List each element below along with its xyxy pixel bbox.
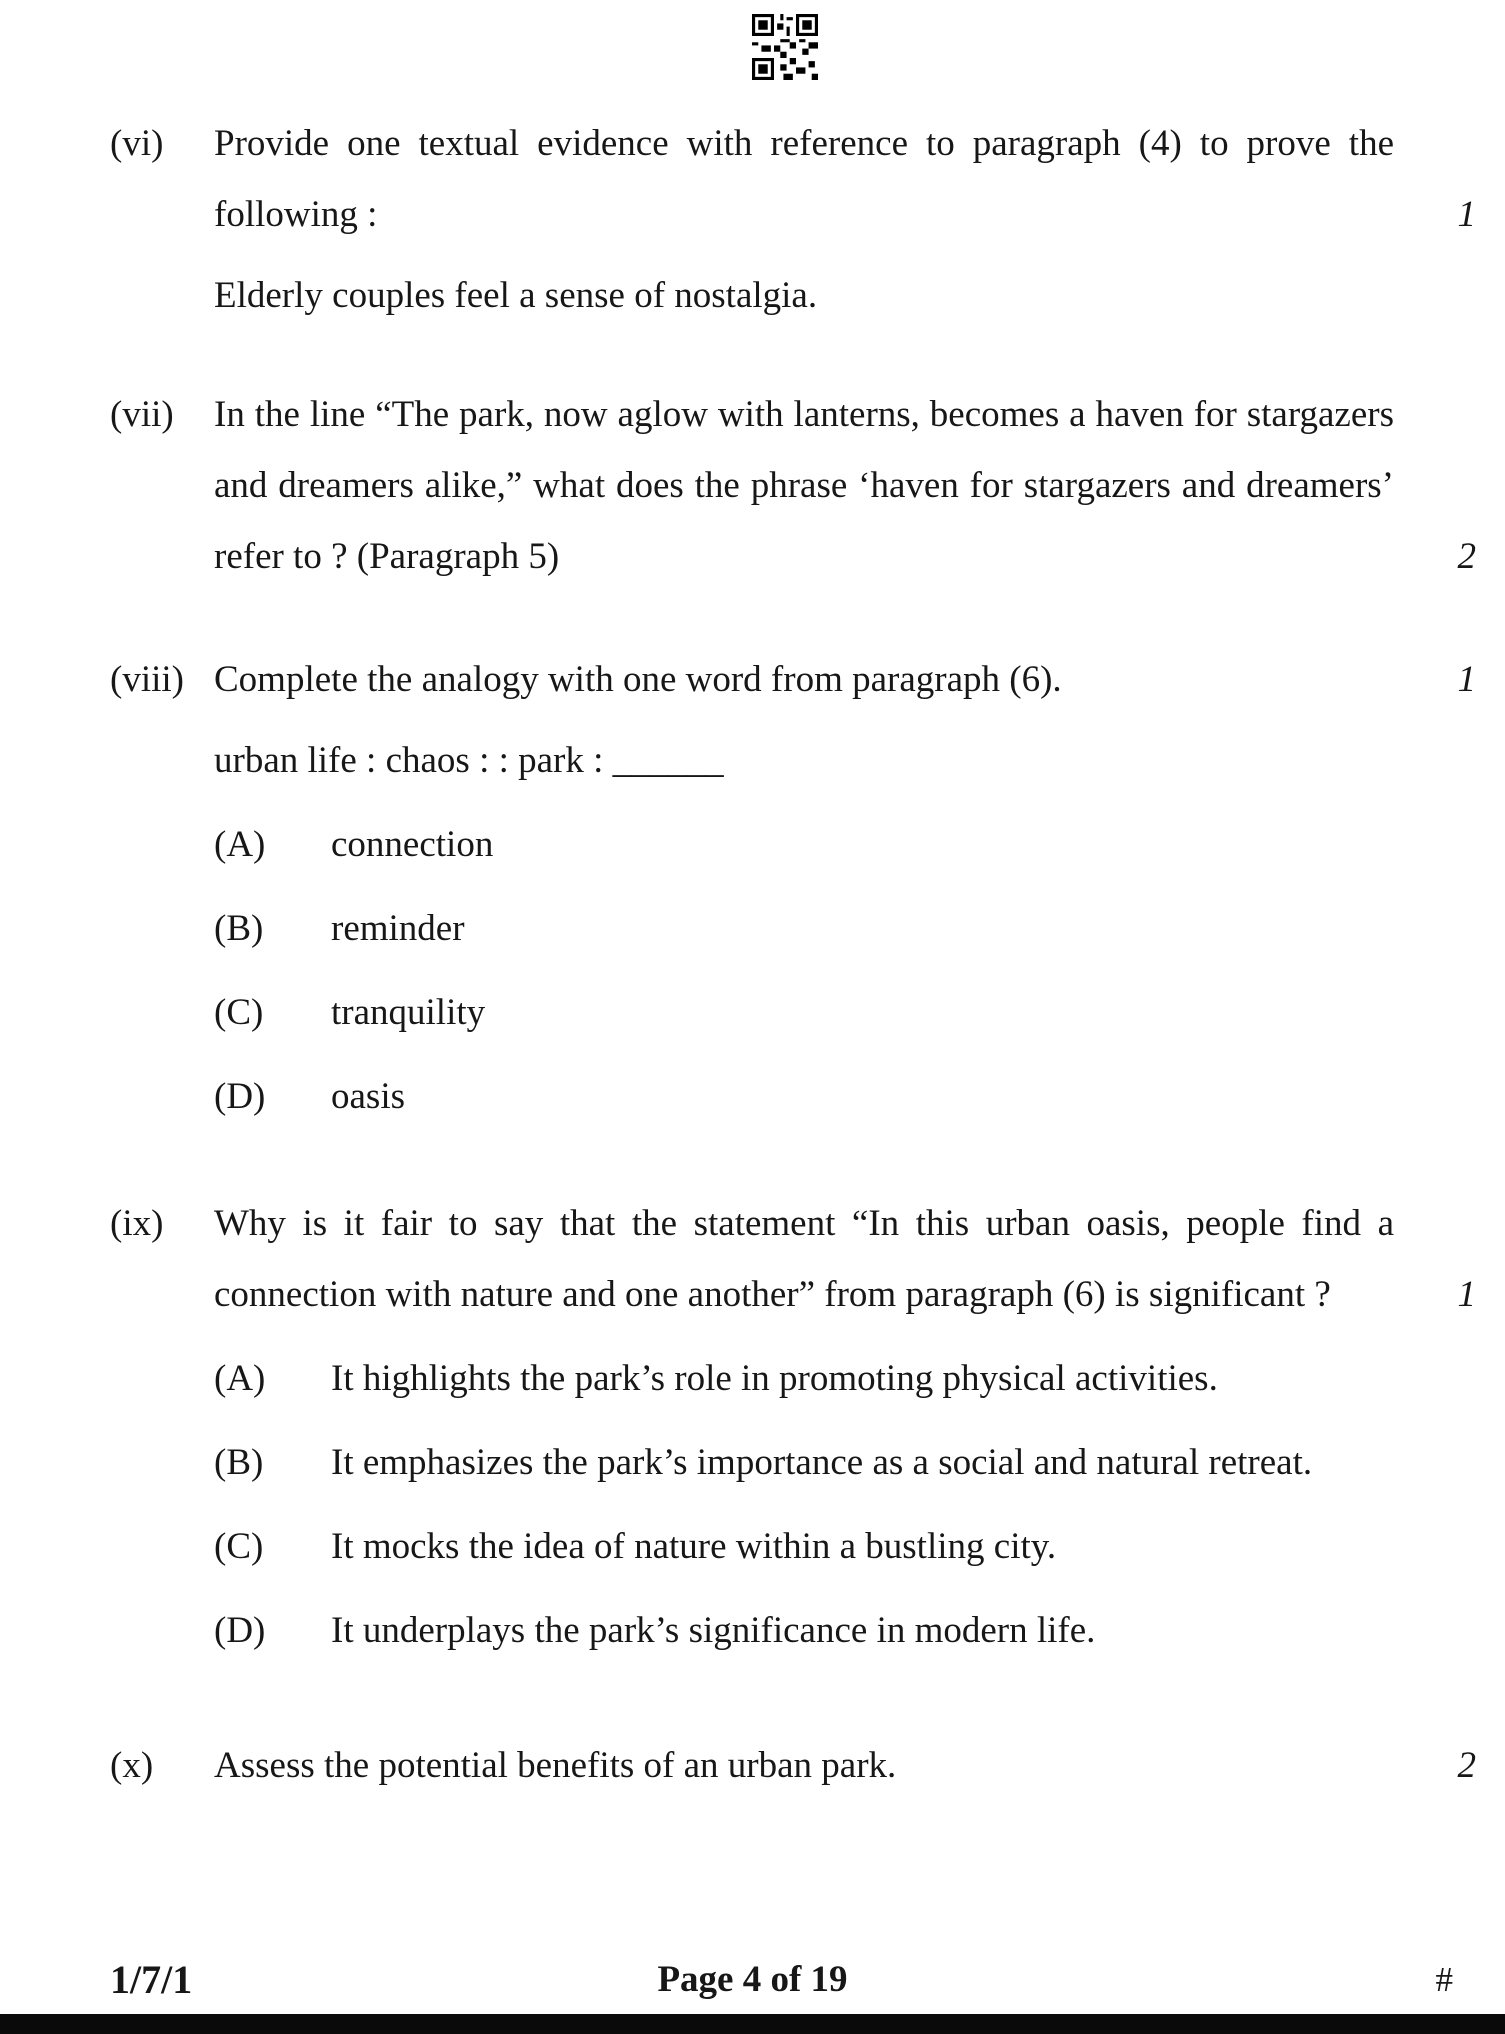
- option-row: [214, 1427, 1394, 1498]
- question-stem: [214, 1188, 1476, 1330]
- question-body: [214, 644, 1476, 1132]
- option-label: (D): [214, 1610, 266, 1651]
- question-stem: [214, 379, 1476, 592]
- option-text: reminder: [331, 908, 465, 949]
- question-number: (x): [110, 1745, 154, 1786]
- question-vii: [110, 379, 1476, 592]
- option-text: It underplays the park’s significance in modern life.: [331, 1610, 1096, 1651]
- question-stem-text: Provide one textual evidence with reference to paragraph (4) to prove the following :: [214, 123, 1394, 235]
- options-list: [214, 1343, 1394, 1666]
- option-label: (A): [214, 824, 266, 865]
- question-stem-text: In the line “The park, now aglow with lanterns, becomes a haven for stargazers and dreamers alike,” what does the phrase ‘haven for stargazers and dreamers’ refer to ? (Paragraph 5): [214, 394, 1394, 577]
- question-stem-text: Complete the analogy with one word from paragraph (6).: [214, 659, 1062, 700]
- question-stem: [214, 108, 1476, 250]
- marks-value: 2: [1457, 1745, 1476, 1786]
- question-body: [214, 1188, 1476, 1666]
- qr-code: [110, 14, 1460, 86]
- question-number: (viii): [110, 659, 184, 700]
- question-body: [214, 1730, 1476, 1801]
- qr-code-graphic: [751, 14, 819, 80]
- question-number: (vii): [110, 394, 174, 435]
- question-vi: [110, 108, 1476, 331]
- option-text: It emphasizes the park’s importance as a social and natural retreat.: [331, 1442, 1313, 1483]
- option-row: [214, 1061, 1394, 1132]
- option-label: (B): [214, 908, 264, 949]
- question-number: (ix): [110, 1203, 164, 1244]
- page-footer: [0, 1954, 1505, 2006]
- question-stem: [214, 644, 1476, 715]
- question-x: [110, 1730, 1476, 1801]
- option-text: It highlights the park’s role in promoting physical activities.: [331, 1358, 1218, 1399]
- option-text: It mocks the idea of nature within a bustling city.: [331, 1526, 1057, 1567]
- question-subtext: Elderly couples feel a sense of nostalgia.: [214, 275, 818, 316]
- option-label: (B): [214, 1442, 264, 1483]
- question-number: (vi): [110, 123, 164, 164]
- question-ix: [110, 1188, 1476, 1666]
- question-body: [214, 379, 1476, 592]
- option-text: connection: [331, 824, 494, 865]
- marks-value: 2: [1457, 536, 1476, 577]
- question-viii: [110, 644, 1476, 1132]
- option-row: [214, 977, 1394, 1048]
- option-label: (C): [214, 1526, 264, 1567]
- analogy-line: urban life : chaos : : park : ______: [214, 740, 724, 781]
- option-row: [214, 1595, 1394, 1666]
- option-row: [214, 1511, 1394, 1582]
- footer-hash: #: [1435, 1960, 1453, 1999]
- option-label: (A): [214, 1358, 266, 1399]
- question-stem-text: Why is it fair to say that the statement “In this urban oasis, people find a connection with nature and one another” from paragraph (6) is significant ?: [214, 1203, 1394, 1315]
- option-text: oasis: [331, 1076, 405, 1117]
- footer-page-number: Page 4 of 19: [657, 1959, 848, 2000]
- option-label: (D): [214, 1076, 266, 1117]
- scan-edge-bar: [0, 2014, 1505, 2034]
- question-stem-text: Assess the potential benefits of an urban park.: [214, 1745, 897, 1786]
- option-row: [214, 809, 1394, 880]
- question-stem: [214, 1730, 1476, 1801]
- marks-value: 1: [1457, 194, 1476, 235]
- footer-paper-code: 1/7/1: [110, 1957, 193, 2002]
- question-body: [214, 108, 1476, 331]
- marks-value: 1: [1457, 659, 1476, 700]
- options-list: [214, 809, 1394, 1132]
- option-text: tranquility: [331, 992, 486, 1033]
- option-label: (C): [214, 992, 264, 1033]
- option-row: [214, 893, 1394, 964]
- marks-value: 1: [1457, 1274, 1476, 1315]
- option-row: [214, 1343, 1394, 1414]
